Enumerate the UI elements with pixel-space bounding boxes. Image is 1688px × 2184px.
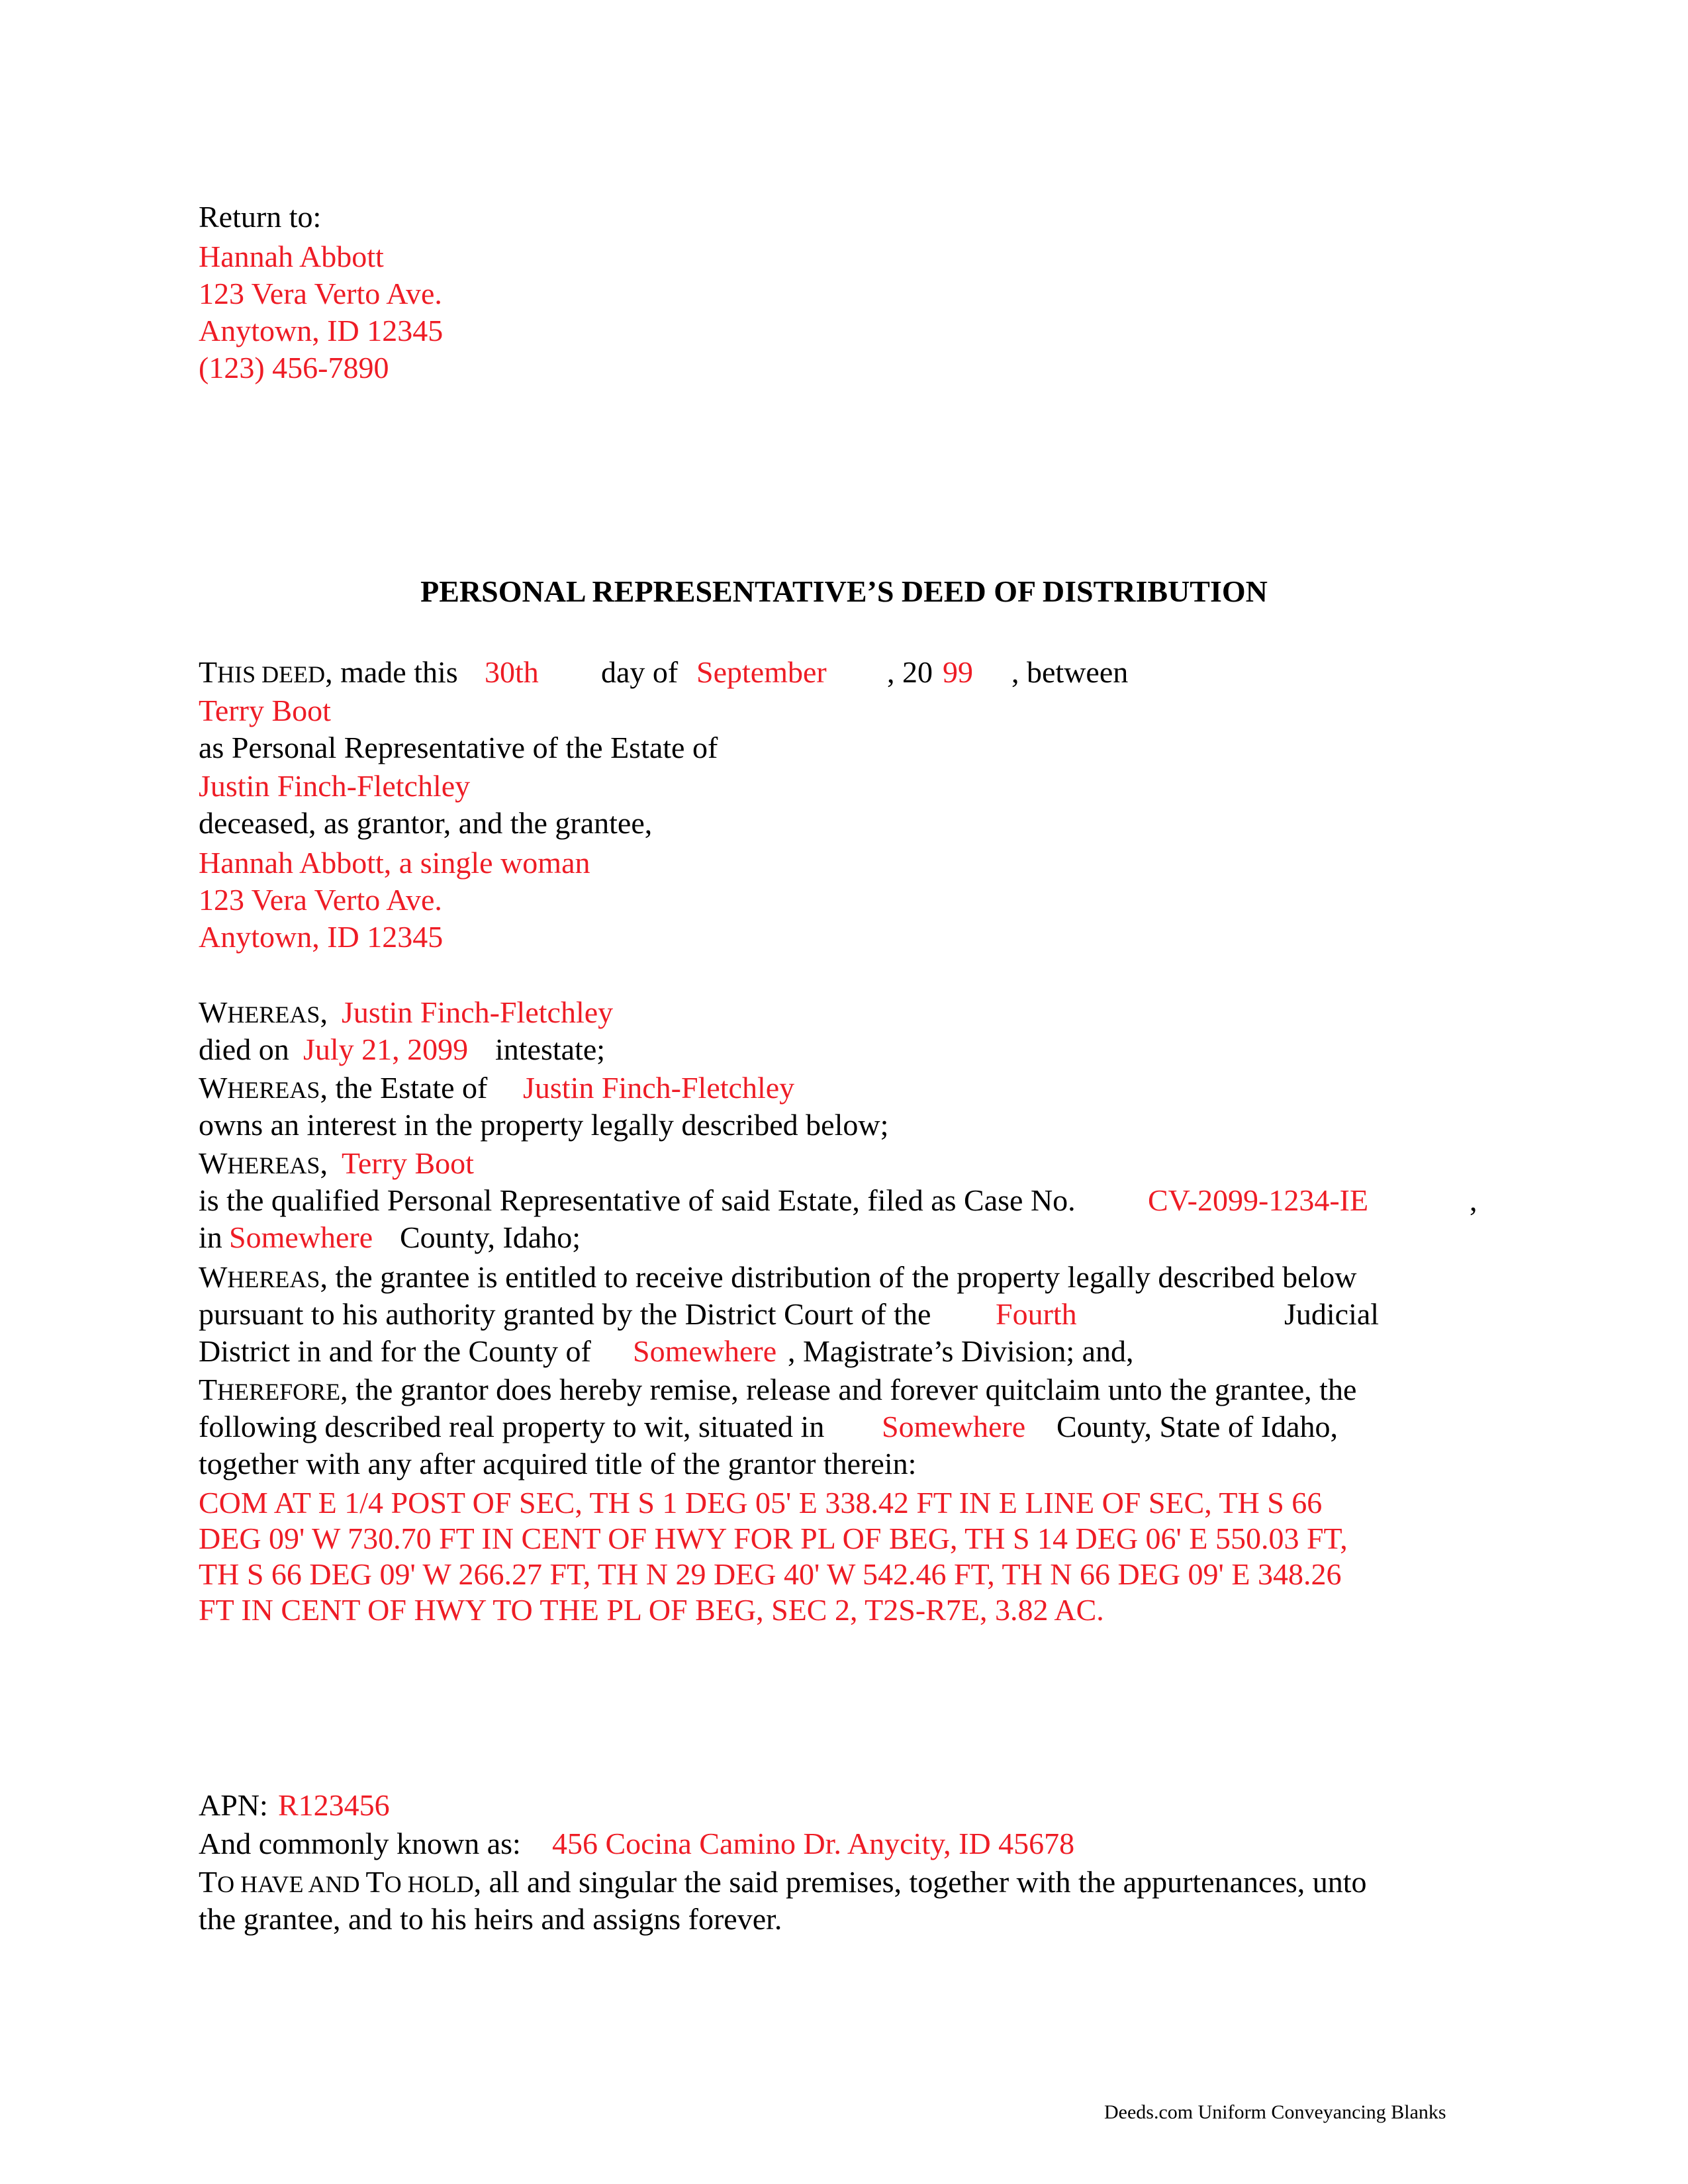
- habendum-small: O: [217, 1871, 241, 1897]
- made-this-text: , made this: [325, 655, 458, 689]
- whereas-cap: W: [199, 1260, 228, 1294]
- return-name: Hannah Abbott: [199, 240, 384, 273]
- grantor-name: Terry Boot: [199, 694, 331, 727]
- estate-of-text: , the Estate of: [320, 1071, 488, 1105]
- habendum-text: , all and singular the said premises, together with the appurtenances, unto: [473, 1865, 1367, 1899]
- pr-name: Terry Boot: [342, 1146, 474, 1180]
- whereas-small: HEREAS: [227, 1001, 320, 1028]
- died-on-text: died on: [199, 1032, 289, 1066]
- county-idaho-text: County, Idaho;: [400, 1220, 581, 1254]
- grantee-city: Anytown, ID 12345: [199, 920, 444, 954]
- whereas-comma: ,: [320, 1146, 328, 1180]
- county-field-3: Somewhere: [882, 1410, 1026, 1443]
- magistrate-text: , Magistrate’s Division; and,: [788, 1334, 1134, 1368]
- apn-label: APN:: [199, 1788, 268, 1822]
- qualified-text: is the qualified Personal Representative of said Estate, filed as Case No.: [199, 1183, 1076, 1217]
- document-title: PERSONAL REPRESENTATIVE’S DEED OF DISTRIBUTION: [420, 574, 1268, 608]
- whereas-1: [199, 994, 328, 1033]
- in-text: in: [199, 1220, 222, 1254]
- grantee-street: 123 Vera Verto Ave.: [199, 883, 442, 917]
- whereas-small: HEREAS: [227, 1152, 320, 1179]
- therefore-cap: T: [199, 1373, 218, 1406]
- as-personal-rep-text: as Personal Representative of the Estate of: [199, 731, 718, 764]
- whereas-cap: W: [199, 995, 228, 1029]
- deed-lead-caps: T: [199, 655, 218, 689]
- therefore-line: [199, 1371, 1356, 1410]
- known-as-value: 456 Cocina Camino Dr. Anycity, ID 45678: [552, 1827, 1075, 1860]
- district-field: Fourth: [996, 1297, 1077, 1331]
- pursuant-text: pursuant to his authority granted by the District Court of the: [199, 1297, 931, 1331]
- deed-lead-small: HIS DEED: [217, 661, 326, 688]
- decedent-name: Justin Finch-Fletchley: [199, 769, 471, 803]
- therefore-small: HEREFORE: [217, 1379, 341, 1405]
- whereas-4: [199, 1259, 1356, 1298]
- return-city: Anytown, ID 12345: [199, 314, 444, 347]
- between-text: , between: [1011, 655, 1129, 689]
- legal-line: FT IN CENT OF HWY TO THE PL OF BEG, SEC 2, T2S-R7E, 3.82 AC.: [199, 1593, 1104, 1627]
- legal-line: TH S 66 DEG 09' W 266.27 FT, TH N 29 DEG 40' W 542.46 FT, TH N 66 DEG 09' E 348.26: [199, 1557, 1342, 1591]
- month-field: September: [696, 655, 827, 689]
- together-text: together with any after acquired title of the grantor therein:: [199, 1447, 917, 1480]
- habendum-small: HAVE AND: [240, 1871, 366, 1897]
- apn-value: R123456: [278, 1788, 390, 1822]
- legal-line: DEG 09' W 730.70 FT IN CENT OF HWY FOR PL OF BEG, TH S 14 DEG 06' E 550.03 FT,: [199, 1522, 1348, 1555]
- return-phone: (123) 456-7890: [199, 351, 389, 385]
- day-of-text: day of: [601, 655, 679, 689]
- habendum-line-2: the grantee, and to his heirs and assigns forever.: [199, 1902, 782, 1936]
- county-field-2: Somewhere: [633, 1334, 777, 1368]
- estate-decedent: Justin Finch-Fletchley: [523, 1071, 795, 1105]
- return-street: 123 Vera Verto Ave.: [199, 277, 442, 310]
- footer-brand: Deeds.com Uniform Conveyancing Blanks: [1104, 2101, 1446, 2123]
- known-as-label: And commonly known as:: [199, 1827, 521, 1860]
- intestate-text: intestate;: [495, 1032, 606, 1066]
- return-to-label: Return to:: [199, 200, 322, 234]
- therefore-text: , the grantor does hereby remise, release and forever quitclaim unto the grantee, the: [340, 1373, 1357, 1406]
- whereas-comma: ,: [320, 995, 328, 1029]
- habendum-cap: T: [365, 1865, 385, 1899]
- legal-description: [199, 1485, 1348, 1628]
- habendum-line-1: [199, 1864, 1367, 1903]
- grantee-name: Hannah Abbott, a single woman: [199, 846, 590, 880]
- whereas-cap: W: [199, 1146, 228, 1180]
- death-date: July 21, 2099: [303, 1032, 469, 1066]
- whereas-decedent: Justin Finch-Fletchley: [342, 995, 614, 1029]
- deceased-text: deceased, as grantor, and the grantee,: [199, 806, 653, 840]
- county-state-text: County, State of Idaho,: [1056, 1410, 1338, 1443]
- county-field-1: Somewhere: [229, 1220, 373, 1254]
- deed-lead-line: [199, 654, 458, 693]
- year-prefix-text: , 20: [887, 655, 933, 689]
- whereas-2: [199, 1069, 487, 1109]
- whereas-small: HEREAS: [227, 1266, 320, 1293]
- whereas-3: [199, 1145, 328, 1184]
- day-field: 30th: [485, 655, 539, 689]
- following-text: following described real property to wit, situated in: [199, 1410, 825, 1443]
- legal-line: COM AT E 1/4 POST OF SEC, TH S 1 DEG 05' E 338.42 FT IN E LINE OF SEC, TH S 66: [199, 1486, 1323, 1520]
- year-field: 99: [943, 655, 973, 689]
- case-number: CV-2099-1234-IE: [1148, 1183, 1369, 1217]
- owns-interest-text: owns an interest in the property legally described below;: [199, 1108, 889, 1142]
- district-county-text: District in and for the County of: [199, 1334, 591, 1368]
- habendum-small: HOLD: [407, 1871, 474, 1897]
- habendum-small: O: [384, 1871, 408, 1897]
- whereas-cap: W: [199, 1071, 228, 1105]
- habendum-cap: T: [199, 1865, 218, 1899]
- whereas-small: HEREAS: [227, 1077, 320, 1103]
- case-trailing-comma: ,: [1470, 1183, 1477, 1217]
- judicial-text: Judicial: [1284, 1297, 1380, 1331]
- entitled-text: , the grantee is entitled to receive distribution of the property legally described below: [320, 1260, 1357, 1294]
